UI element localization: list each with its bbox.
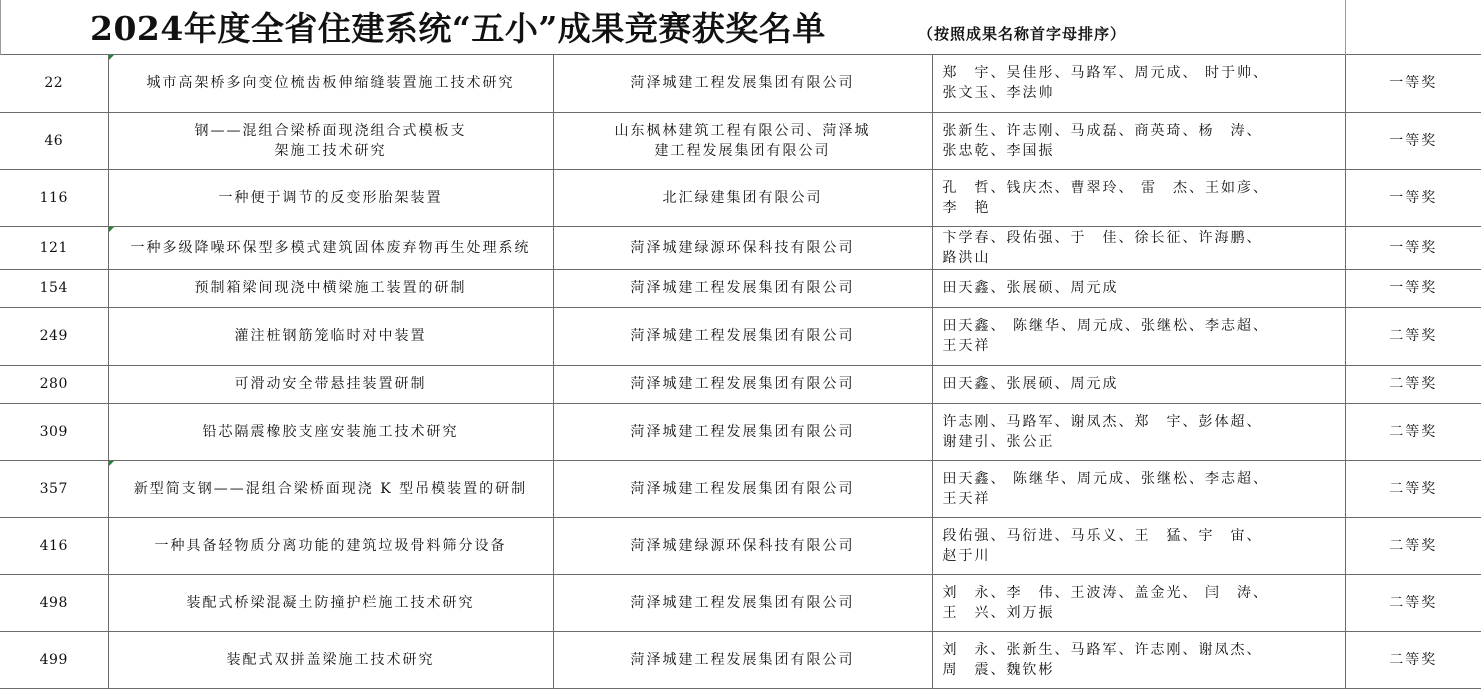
cell-comment-flag-icon xyxy=(109,461,114,466)
participants xyxy=(932,169,1345,226)
cell-line: 菏泽城建绿源环保科技有限公司 xyxy=(630,537,855,554)
table-row xyxy=(0,55,1481,112)
participants xyxy=(932,112,1345,169)
table-row xyxy=(0,460,1481,517)
cell-line: 一种多级降噪环保型多模式建筑固体废弃物再生处理系统 xyxy=(130,239,531,256)
cell-line: 架施工技术研究 xyxy=(274,142,387,159)
cell-line: 建工程发展集团有限公司 xyxy=(654,142,831,159)
cell-line: 菏泽城建绿源环保科技有限公司 xyxy=(630,239,855,256)
organization xyxy=(553,169,932,226)
participants xyxy=(932,307,1345,365)
organization xyxy=(553,226,932,269)
participants xyxy=(932,365,1345,403)
cell-line: 郑 宇、吴佳彤、马路军、周元成、 时于帅、 xyxy=(942,65,1269,82)
achievement-title xyxy=(108,517,553,574)
cell-line: 装配式桥梁混凝土防撞护栏施工技术研究 xyxy=(186,594,475,611)
organization xyxy=(553,460,932,517)
cell-line: 王 兴、刘万振 xyxy=(942,604,1055,621)
organization xyxy=(553,574,932,631)
cell-line: 段佑强、马衍进、马乐义、王 猛、宇 宙、 xyxy=(942,527,1263,544)
cell-line: 田天鑫、张展硕、周元成 xyxy=(942,376,1119,392)
achievement-title xyxy=(108,631,553,688)
entry-number: 121 xyxy=(0,226,108,269)
cell-line: 田天鑫、 陈继华、周元成、张继松、李志超、 xyxy=(942,318,1269,334)
cell-line: 李 艳 xyxy=(942,199,991,216)
participants xyxy=(932,226,1345,269)
organization xyxy=(553,55,932,112)
award-level: 一等奖 xyxy=(1345,269,1481,307)
sort-note: （按照成果名称首字母排序） xyxy=(918,25,1127,43)
entry-number: 498 xyxy=(0,574,108,631)
award-level: 二等奖 xyxy=(1345,517,1481,574)
cell-line: 田天鑫、 陈继华、周元成、张继松、李志超、 xyxy=(942,470,1269,487)
table-row xyxy=(0,403,1481,460)
cell-line: 城市高架桥多向变位梳齿板伸缩缝装置施工技术研究 xyxy=(146,75,515,92)
entry-number: 46 xyxy=(0,112,108,169)
table-row xyxy=(0,574,1481,631)
table-row xyxy=(0,112,1481,169)
cell-line: 刘 永、张新生、马路军、许志刚、谢凤杰、 xyxy=(942,641,1263,658)
organization xyxy=(553,307,932,365)
achievement-title xyxy=(108,365,553,403)
organization xyxy=(553,112,932,169)
achievement-title xyxy=(108,55,553,112)
cell-line: 王天祥 xyxy=(942,338,991,354)
cell-line: 灌注桩钢筋笼临时对中装置 xyxy=(234,328,427,344)
award-level: 二等奖 xyxy=(1345,365,1481,403)
cell-line: 张文玉、李法帅 xyxy=(942,85,1055,102)
entry-number: 22 xyxy=(0,55,108,112)
cell-line: 新型简支钢——混组合梁桥面现浇 K 型吊模装置的研制 xyxy=(133,480,528,497)
award-table-body xyxy=(0,55,1481,688)
entry-number: 357 xyxy=(0,460,108,517)
table-row xyxy=(0,631,1481,688)
participants xyxy=(932,631,1345,688)
achievement-title xyxy=(108,169,553,226)
award-table xyxy=(0,55,1481,689)
award-level: 二等奖 xyxy=(1345,631,1481,688)
cell-line: 路洪山 xyxy=(942,249,991,266)
achievement-title xyxy=(108,226,553,269)
organization xyxy=(553,517,932,574)
cell-line: 卞学春、段佑强、于 佳、徐长征、许海鹏、 xyxy=(942,229,1263,246)
cell-line: 孔 哲、钱庆杰、曹翠玲、 雷 杰、王如彦、 xyxy=(942,179,1269,196)
award-level: 一等奖 xyxy=(1345,112,1481,169)
award-level: 二等奖 xyxy=(1345,307,1481,365)
cell-line: 装配式双拼盖梁施工技术研究 xyxy=(226,651,435,668)
cell-line: 菏泽城建工程发展集团有限公司 xyxy=(630,594,855,611)
participants xyxy=(932,55,1345,112)
achievement-title xyxy=(108,403,553,460)
cell-line: 预制箱梁间现浇中横梁施工装置的研制 xyxy=(194,280,467,296)
award-level: 二等奖 xyxy=(1345,574,1481,631)
participants xyxy=(932,460,1345,517)
cell-line: 菏泽城建工程发展集团有限公司 xyxy=(630,651,855,668)
table-row xyxy=(0,365,1481,403)
achievement-title xyxy=(108,574,553,631)
participants xyxy=(932,574,1345,631)
cell-line: 菏泽城建工程发展集团有限公司 xyxy=(630,423,855,440)
cell-line: 菏泽城建工程发展集团有限公司 xyxy=(630,376,855,392)
cell-line: 赵于川 xyxy=(942,547,991,564)
entry-number: 154 xyxy=(0,269,108,307)
award-level: 一等奖 xyxy=(1345,226,1481,269)
cell-line: 张新生、许志刚、马成磊、商英琦、杨 涛、 xyxy=(942,122,1263,139)
entry-number: 416 xyxy=(0,517,108,574)
cell-line: 山东枫林建筑工程有限公司、菏泽城 xyxy=(614,122,871,139)
title-gridline xyxy=(1345,0,1346,55)
cell-line: 可滑动安全带悬挂装置研制 xyxy=(234,376,427,392)
cell-line: 菏泽城建工程发展集团有限公司 xyxy=(630,480,855,497)
cell-line: 铅芯隔震橡胶支座安装施工技术研究 xyxy=(202,423,459,440)
cell-line: 北汇绿建集团有限公司 xyxy=(662,189,823,206)
title-gridline xyxy=(0,0,1,55)
achievement-title xyxy=(108,269,553,307)
organization xyxy=(553,365,932,403)
table-row xyxy=(0,269,1481,307)
cell-comment-flag-icon xyxy=(109,227,114,232)
table-row xyxy=(0,226,1481,269)
cell-comment-flag-icon xyxy=(109,55,114,60)
table-row xyxy=(0,517,1481,574)
entry-number: 116 xyxy=(0,169,108,226)
page-title: 2024年度全省住建系统“五小”成果竞赛获奖名单 xyxy=(90,9,826,48)
table-row xyxy=(0,169,1481,226)
cell-line: 田天鑫、张展硕、周元成 xyxy=(942,280,1119,296)
title-row xyxy=(0,0,1481,55)
cell-line: 周 震、魏钦彬 xyxy=(942,661,1055,678)
cell-line: 王天祥 xyxy=(942,490,991,507)
entry-number: 280 xyxy=(0,365,108,403)
cell-line: 一种便于调节的反变形胎架装置 xyxy=(218,189,443,206)
award-level: 一等奖 xyxy=(1345,55,1481,112)
participants xyxy=(932,269,1345,307)
achievement-title xyxy=(108,307,553,365)
cell-line: 钢——混组合梁桥面现浇组合式模板支 xyxy=(194,122,467,139)
cell-line: 菏泽城建工程发展集团有限公司 xyxy=(630,75,855,92)
cell-line: 张忠乾、李国振 xyxy=(942,142,1055,159)
table-row xyxy=(0,307,1481,365)
award-level: 一等奖 xyxy=(1345,169,1481,226)
entry-number: 249 xyxy=(0,307,108,365)
entry-number: 499 xyxy=(0,631,108,688)
participants xyxy=(932,403,1345,460)
achievement-title xyxy=(108,112,553,169)
organization xyxy=(553,403,932,460)
cell-line: 菏泽城建工程发展集团有限公司 xyxy=(630,328,855,344)
cell-line: 许志刚、马路军、谢凤杰、郑 宇、彭体超、 xyxy=(942,413,1263,430)
participants xyxy=(932,517,1345,574)
achievement-title xyxy=(108,460,553,517)
cell-line: 谢建引、张公正 xyxy=(942,433,1055,450)
organization xyxy=(553,269,932,307)
organization xyxy=(553,631,932,688)
award-level: 二等奖 xyxy=(1345,403,1481,460)
award-level: 二等奖 xyxy=(1345,460,1481,517)
cell-line: 菏泽城建工程发展集团有限公司 xyxy=(630,280,855,296)
cell-line: 一种具备轻物质分离功能的建筑垃圾骨料筛分设备 xyxy=(154,537,507,554)
entry-number: 309 xyxy=(0,403,108,460)
cell-line: 刘 永、李 伟、王波涛、盖金光、 闫 涛、 xyxy=(942,584,1269,601)
